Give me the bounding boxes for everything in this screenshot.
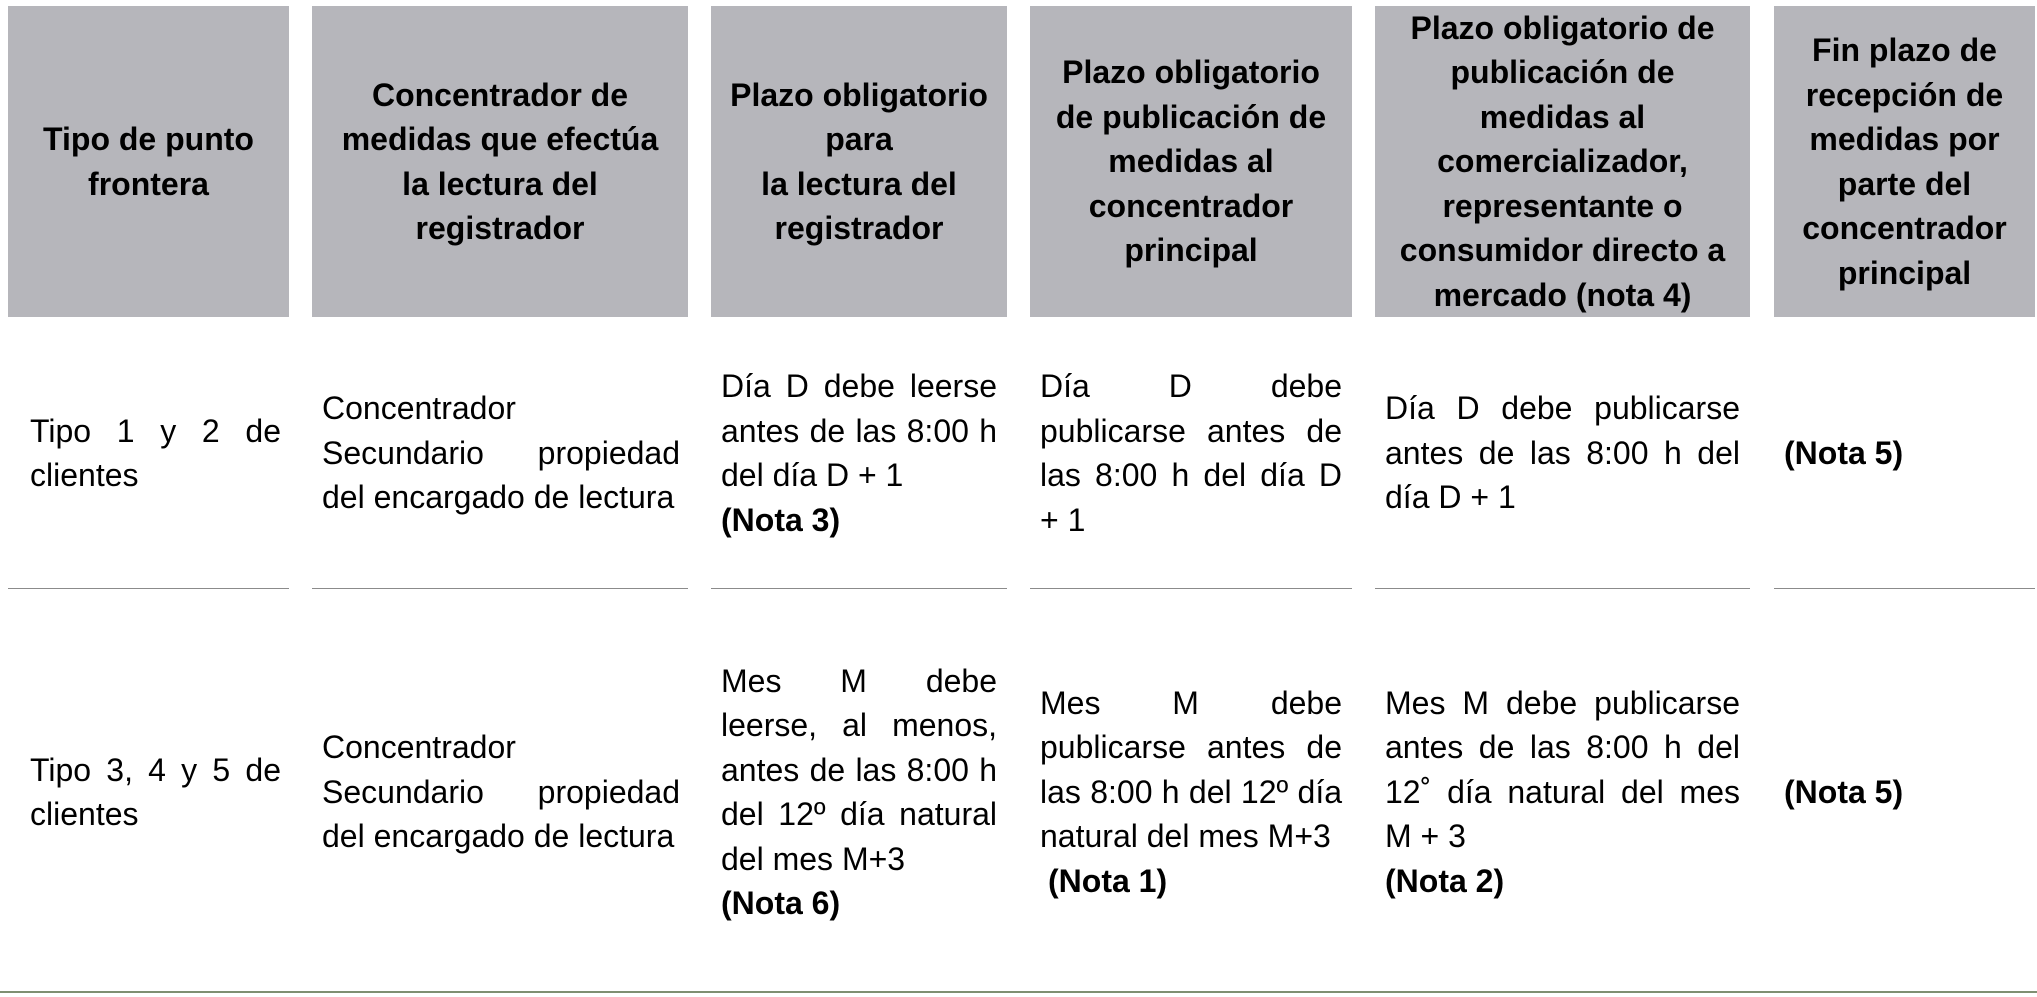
cell-pub-comercializador-row2 <box>1375 590 1750 994</box>
row-divider <box>1030 588 1352 589</box>
header-plazo-publicacion-comercializador <box>1375 6 1750 317</box>
table-bottom-rule <box>0 991 2037 993</box>
header-fin-plazo-recepcion <box>1774 6 2035 317</box>
header-line: Plazo obligatorio <box>1062 54 1320 91</box>
row-divider <box>1774 588 2035 589</box>
header-plazo-lectura <box>711 6 1007 317</box>
cell-tipo-row1 <box>8 318 289 588</box>
note-label: (Nota 2) <box>1385 862 1505 899</box>
header-line: Concentrador de <box>371 76 628 113</box>
header-line: Plazo obligatorio de <box>1410 9 1715 46</box>
cell-text: Mes M debe publicarse antes de las 8:00 h del 12º día natural del mes M+3 <box>1040 684 1342 855</box>
header-line: principal <box>1837 254 1972 291</box>
header-line: medidas que efectúa <box>341 121 659 157</box>
cell-lectura-row1 <box>711 318 1007 588</box>
header-line: la lectura del <box>402 165 598 202</box>
header-line: Plazo obligatorio <box>730 76 988 113</box>
cell-content <box>1040 681 1342 904</box>
cell-fin-plazo-row1 <box>1774 318 2035 588</box>
cell-tipo-row2 <box>8 590 289 994</box>
cell-content <box>1784 431 2025 476</box>
cell-text: Mes M debe publicarse antes de las 8:00 h del 12˚ día natural del mes M + 3 <box>1385 684 1740 855</box>
cell-content <box>1385 681 1740 904</box>
header-line: mercado (nota 4) <box>1433 276 1692 313</box>
cell-content <box>1784 770 2025 815</box>
cell-text: Tipo 3, 4 y 5 de clientes <box>30 751 281 832</box>
header-line: Fin plazo de <box>1812 32 1997 68</box>
cell-text: Mes M debe leerse, al menos, antes de las 8:00 h del 12º día natural del mes M+3 <box>721 662 997 877</box>
cell-concentrador-row1 <box>312 318 688 588</box>
header-line: parte del <box>1837 165 1972 202</box>
row-divider <box>312 588 688 589</box>
cell-text: Concentrador Secundario propiedad del encargado de lectura <box>322 390 680 516</box>
header-line: concentrador <box>1802 210 2007 246</box>
header-line: principal <box>1124 232 1258 269</box>
header-tipo-punto-frontera <box>8 6 289 317</box>
cell-text: Tipo 1 y 2 de clientes <box>30 412 281 493</box>
header-concentrador-medidas <box>312 6 688 317</box>
header-line: recepción de <box>1805 76 2004 113</box>
header-line: representante o <box>1442 187 1683 224</box>
header-line: comercializador, <box>1437 143 1688 180</box>
cell-text: Concentrador Secundario propiedad del encargado de lectura <box>322 729 680 855</box>
header-line: medidas al <box>1108 143 1274 180</box>
header-line: la lectura del <box>761 165 957 202</box>
cell-fin-plazo-row2 <box>1774 590 2035 994</box>
cell-content <box>721 364 997 542</box>
header-line: para <box>825 121 893 157</box>
cell-pub-concentrador-row2 <box>1030 590 1352 994</box>
note-label: (Nota 5) <box>1784 434 1904 471</box>
header-plazo-publicacion-concentrador <box>1030 6 1352 317</box>
cell-text: Día D debe leerse antes de las 8:00 h del día D + 1 <box>721 368 997 493</box>
note-label: (Nota 5) <box>1784 773 1904 810</box>
row-divider <box>8 588 289 589</box>
cell-lectura-row2 <box>711 590 1007 994</box>
row-divider <box>711 588 1007 589</box>
header-line: publicación de <box>1450 54 1675 91</box>
header-line: de publicación de <box>1055 98 1327 135</box>
cell-pub-concentrador-row1 <box>1030 318 1352 588</box>
header-line: registrador <box>774 210 944 246</box>
header-line: frontera <box>88 165 209 202</box>
header-line: Tipo de punto <box>43 121 254 157</box>
header-line: medidas al <box>1479 98 1646 135</box>
note-label: (Nota 3) <box>721 501 841 538</box>
note-label: (Nota 1) <box>1048 862 1168 899</box>
cell-text: Día D debe publicarse antes de las 8:00 h del día D + 1 <box>1040 368 1342 538</box>
header-line: consumidor directo a <box>1399 232 1726 269</box>
cell-content <box>721 659 997 926</box>
note-label: (Nota 6) <box>721 885 841 921</box>
header-line: concentrador <box>1088 187 1294 224</box>
row-divider <box>1375 588 1750 589</box>
cell-pub-comercializador-row1 <box>1375 318 1750 588</box>
header-line: medidas por <box>1809 121 2000 157</box>
header-line: registrador <box>415 210 585 246</box>
cell-concentrador-row2 <box>312 590 688 994</box>
cell-text: Día D debe publicarse antes de las 8:00 h del día D + 1 <box>1385 390 1740 516</box>
